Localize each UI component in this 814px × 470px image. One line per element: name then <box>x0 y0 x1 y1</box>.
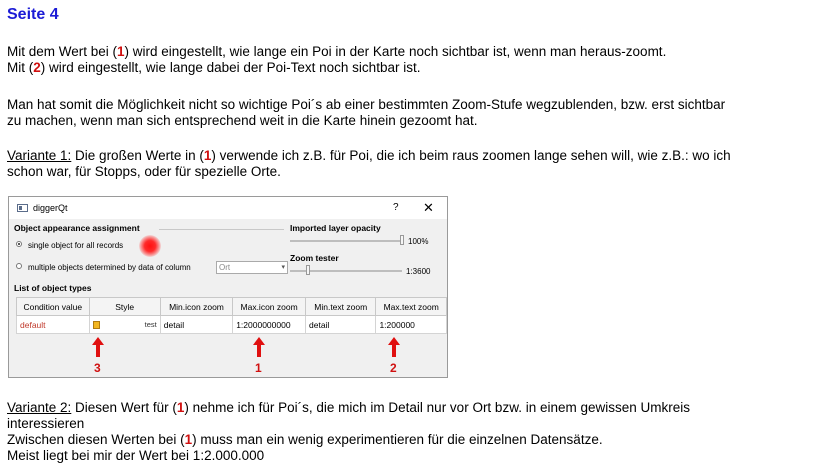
text-line: Man hat somit die Möglichkeit nicht so wichtige Poi´s ab einer bestimmten Zoom-Stufe wegzublenden, bzw. erst sichtbar <box>7 97 726 112</box>
group-zoom-tester-label: Zoom tester <box>290 253 339 263</box>
object-types-table <box>16 297 447 334</box>
paragraph-possibility <box>7 97 725 129</box>
opacity-slider-handle[interactable] <box>400 235 404 245</box>
arrow-number: 2 <box>390 361 397 375</box>
up-arrow-icon <box>388 337 400 357</box>
style-swatch-icon <box>93 321 100 329</box>
min-icon-zoom-cell[interactable]: detail <box>160 316 232 334</box>
variante-1-label: Variante 1: <box>7 148 72 163</box>
radio-single-object[interactable] <box>16 241 22 247</box>
column-header[interactable]: Max.text zoom <box>376 298 447 316</box>
min-text-zoom-cell[interactable]: detail <box>306 316 376 334</box>
opacity-slider-track[interactable] <box>290 240 402 242</box>
radio-multiple-label: multiple objects determined by data of column <box>28 263 191 272</box>
radio-single-label: single object for all records <box>28 241 124 250</box>
column-select[interactable]: Ort ▾ <box>216 261 288 274</box>
radio-multiple-objects[interactable] <box>16 263 22 269</box>
group-divider <box>159 229 284 230</box>
text-line: Variante 1: Die großen Werte in (1) verwende ich z.B. für Poi, die ich beim raus zoomen lange sehen will, wie z.B.: wo ich <box>7 148 731 163</box>
red-highlight-dot <box>139 235 161 257</box>
text-line: Variante 2: Diesen Wert für (1) nehme ich für Poi´s, die mich im Detail nur vor Ort bzw. in einem gewissen Umkreis <box>7 400 691 415</box>
variante-2-label: Variante 2: <box>7 400 72 415</box>
paragraph-zoom-values <box>7 44 666 76</box>
column-header[interactable]: Min.icon zoom <box>160 298 232 316</box>
condition-cell[interactable]: default <box>17 316 90 334</box>
up-arrow-icon <box>253 337 265 357</box>
group-list-label: List of object types <box>14 283 92 293</box>
arrow-number: 3 <box>94 361 101 375</box>
group-opacity-label: Imported layer opacity <box>290 223 381 233</box>
group-appearance-label: Object appearance assignment <box>14 223 140 233</box>
page-title: Seite 4 <box>7 6 59 23</box>
text-line: Meist liegt bei mir der Wert bei 1:2.000.000 <box>7 448 265 463</box>
window-icon <box>17 204 28 212</box>
text-line: Zwischen diesen Werten bei (1) muss man ein wenig experimentieren für die einzelnen Datensätze. <box>7 432 603 447</box>
arrow-number: 1 <box>255 361 262 375</box>
text-line: Mit dem Wert bei (1) wird eingestellt, wie lange ein Poi in der Karte noch sichtbar ist, wenn man heraus-zoomt. <box>7 44 667 59</box>
dialog-title: diggerQt <box>33 203 68 213</box>
text-line: schon war, für Stopps, oder für spezielle Orte. <box>7 164 281 179</box>
diggerqt-dialog-screenshot <box>8 196 448 378</box>
column-header[interactable]: Condition value <box>17 298 90 316</box>
text-line: interessieren <box>7 416 85 431</box>
up-arrow-icon <box>92 337 104 357</box>
chevron-down-icon: ▾ <box>281 264 285 271</box>
dialog-titlebar <box>9 197 447 219</box>
table-header-row <box>17 298 447 316</box>
max-icon-zoom-cell[interactable]: 1:2000000000 <box>233 316 306 334</box>
paragraph-variante-2 <box>7 400 690 464</box>
zoom-slider-handle[interactable] <box>306 265 310 275</box>
text-line: Mit (2) wird eingestellt, wie lange dabei der Poi-Text noch sichtbar ist. <box>7 60 421 75</box>
text-line: zu machen, wenn man sich entsprechend weit in die Karte hinein gezoomt hat. <box>7 113 478 128</box>
max-text-zoom-cell[interactable]: 1:200000 <box>376 316 447 334</box>
style-cell[interactable]: test <box>89 316 160 334</box>
paragraph-variante-1 <box>7 148 731 180</box>
opacity-value: 100% <box>408 237 429 246</box>
column-header[interactable]: Style <box>89 298 160 316</box>
table-row[interactable] <box>17 316 447 334</box>
column-header[interactable]: Min.text zoom <box>306 298 376 316</box>
close-button[interactable]: ✕ <box>423 200 434 215</box>
help-button[interactable]: ? <box>393 202 399 213</box>
column-header[interactable]: Max.icon zoom <box>233 298 306 316</box>
zoom-value: 1:3600 <box>406 267 431 276</box>
